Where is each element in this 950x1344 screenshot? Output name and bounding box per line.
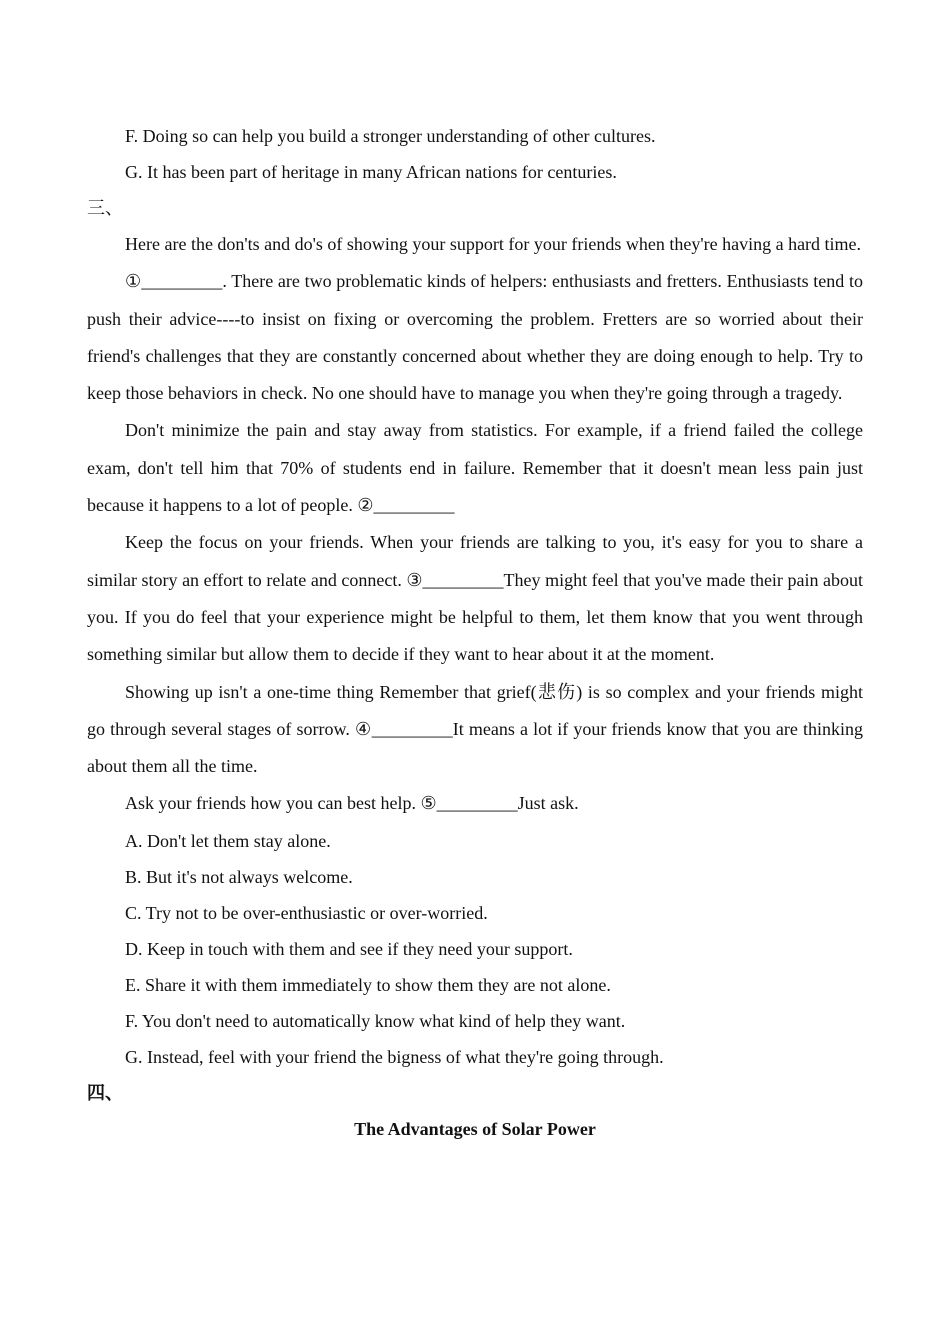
option-b: B. But it's not always welcome.	[125, 866, 353, 887]
section3-number: 三、	[87, 198, 123, 218]
section3-paragraph-2: Don't minimize the pain and stay away from statistics. For example, if a friend failed the college exam, don't tell him that 70% of students end in failure. Remember that it doesn't mean less pain just because it happens to a lot of people. ②_________	[87, 420, 863, 516]
section3-paragraph-3: Keep the focus on your friends. When your friends are talking to you, it's easy for you to share a similar story an effort to relate and connect. ③_________They might feel that you've made their pain about you. If you do feel that your experience might be helpful to them, let them know that you went through something similar but allow them to decide if they want to hear about it at the moment.	[87, 532, 863, 665]
section3-paragraph-5: Ask your friends how you can best help. ⑤_________Just ask.	[125, 793, 579, 814]
option-c: C. Try not to be over-enthusiastic or over-worried.	[125, 902, 488, 923]
section3-paragraph-4: Showing up isn't a one-time thing Remember that grief(悲伤) is so complex and your friends might go through several stages of sorrow. ④_________It means a lot if your friends know that you are thinking about them all the time.	[87, 681, 863, 777]
option-e: E. Share it with them immediately to show them they are not alone.	[125, 974, 611, 995]
section4-title: The Advantages of Solar Power	[354, 1118, 596, 1139]
section3-intro: Here are the don'ts and do's of showing your support for your friends when they're having a hard time.	[125, 234, 862, 254]
document-page	[87, 118, 863, 1147]
section4-number: 四、	[87, 1082, 123, 1103]
option-g: G. Instead, feel with your friend the bigness of what they're going through.	[125, 1046, 664, 1067]
option-a: A. Don't let them stay alone.	[125, 830, 331, 851]
option-f-section2: F. Doing so can help you build a stronger understanding of other cultures.	[125, 126, 656, 146]
option-g-section2: G. It has been part of heritage in many African nations for centuries.	[125, 162, 617, 182]
section3-paragraph-1: ①_________. There are two problematic kinds of helpers: enthusiasts and fretters. Enthusiasts tend to push their advice----to insist on fixing or overcoming the problem. Fretters are so worried about their friend's challenges that they are constantly concerned about whether they are doing enough to help. Try to keep those behaviors in check. No one should have to manage you when they're going through a tragedy.	[87, 271, 863, 404]
option-f: F. You don't need to automatically know what kind of help they want.	[125, 1010, 626, 1031]
option-d: D. Keep in touch with them and see if they need your support.	[125, 938, 573, 959]
